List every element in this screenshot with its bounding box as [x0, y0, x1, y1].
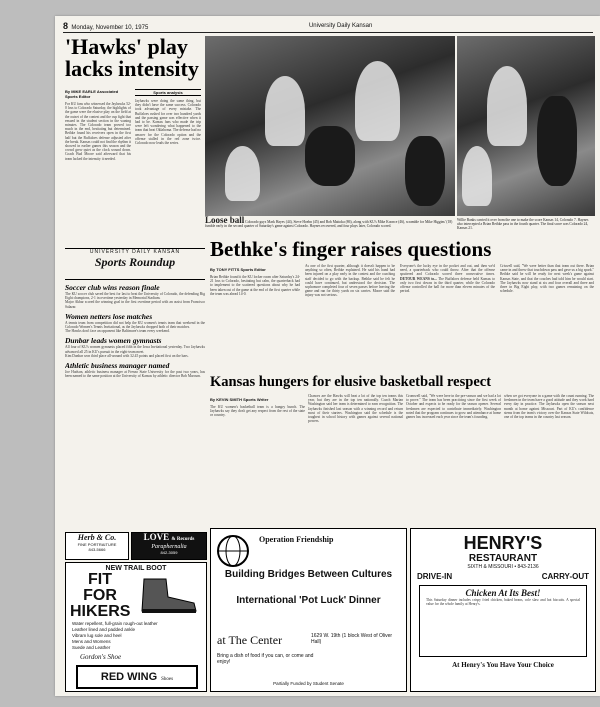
newspaper-page — [55, 16, 600, 696]
herb-ad-phone: 843-5666 — [88, 547, 106, 552]
roundup-banner-small: UNIVERSITY DAILY KANSAN — [89, 249, 181, 255]
flint-ad-address: 1629 W. 19th (1 block West of Oliver Hall) — [311, 633, 393, 645]
henrys-ad-carry-out: CARRY-OUT — [541, 572, 589, 581]
henrys-ad-special: Chicken At Its Best! — [465, 588, 541, 598]
bethke-byline: By TONY FITTS Sports Editor — [210, 267, 266, 272]
bethke-column-2: As one of the first quarter, although it doesn't happen to be anything so often, Bethke explained. He said his hand had been injured on a play early in the contest and the coaching staff decided to go with the backup. Bethke said he felt he could have continued, but understood the decision. The sophomore completed four of seven passes before leaving the game and ran for thirty yards on six carries. Moore said the injury was not serious. — [305, 264, 395, 298]
flint-ad-title: Building Bridges Between Cultures — [224, 569, 393, 580]
brief-body: Joe Hudson, athletic business manager at Fresno State University for the past two years, has been named to the same position at the University of Kansas by athletic director Bob Marcum. — [65, 370, 205, 379]
flint-ad-org: Operation Friendship — [259, 535, 334, 544]
hawks-kicker: Sports analysis — [135, 89, 201, 96]
hikers-ad-title: FIT FOR HIKERS — [70, 571, 131, 620]
flint-ad-event: International 'Pot Luck' Dinner — [236, 595, 381, 606]
red-wing-hikers-ad — [65, 562, 207, 692]
love-ad-line3: Paraphernalia — [151, 544, 187, 550]
henrys-ad-tag: At Henry's You Have Your Choice — [452, 661, 554, 669]
bethke-body: Brian Bethke found it the KU locker room after Saturday's 24-21 loss to Colorado, hesitating but calm, the quarterback had to implement to the scattered questions about why he had been taken out of the game at the end of the first quarter while the team was ahead 14-0. — [210, 275, 300, 296]
globe-icon — [215, 533, 251, 569]
basketball-headline: Kansas hungers for elusive basketball respect — [210, 374, 492, 390]
brief-body: The KU soccer club saved the best for last to beat the University of Colorado, the defending Big Eight champions, 2-1 in overtime yesterday in Memorial Stadium. — [65, 292, 205, 301]
sports-roundup-briefs: Soccer club wins reason finale The KU soccer club saved the best for last to beat the University of Colorado, the defending Big Eight champions, 2-1 in overtime yesterday in Memorial Stadium. Major Akbar scored the winning goal in the first overtime period with an assist from Francisco Salazar. Women netters lose matches A tennis team from competition did not help the KU women's tennis team that weekend in the Colorado Women's Tennis Invitational, as the Jayhawks dropped both of their matches. The Hawks don't face an opponent like Baltimore's team every weekend. Dunbar leads women gymnasts All four of KU's women gymnasts placed fifth in the Iowa Invitational yesterday. Two Jayhawks advanced all 25 in KU's pursuit in the eight-team meet. Kim Dunbar won third place all-around with 32.45 points and placed first on the bars. Athletic business manager named Joe Hudson, athletic business manager at Fresno State University for the past two years, has been named to the same position at the University of Kansas by athletic director Bob Marcum. — [65, 283, 205, 379]
bethke-column-1 — [210, 264, 300, 376]
herb-ad-tag: FINE PORTRAITURE — [77, 542, 117, 547]
side-football-photo — [457, 36, 595, 216]
henrys-ad-address: SIXTH & MISSOURI • 843-2136 — [467, 564, 539, 570]
hawks-column-2: Sports analysis Jayhawks were doing the same thing, but they didn't have the same success. Colorado took advantage of every mistake. The Buffaloes rushed for over two hundred yards and the passing game was effective when it had to be. Kansas fans who made the trip were left wondering what happened to the team that beat Oklahoma. The defense had no answer for the Colorado option and the offense stalled in the red zone twice. Colorado now leads the series. — [135, 90, 201, 146]
header-left: 8 Monday, November 10, 1975 — [63, 21, 149, 31]
love-ad-line2: & Records — [171, 537, 195, 542]
red-wing-logo — [76, 665, 198, 689]
red-wing-tag: Shoes — [161, 677, 174, 682]
love-ad-line1: LOVE — [143, 532, 170, 542]
herb-ad-name: Herb & Co. — [77, 533, 117, 542]
basketball-column-4: when we got everyone in a game with the count running. The freshmen in the team have a good attitude and they work hard every day in practice. The Jayhawks open the season next month at home against Missouri. Part of KU's confidence stems from the team's victory over the Kansas State Wildcats, one of the top teams in the country last season. — [504, 394, 594, 420]
brief-title: Dunbar leads women gymnasts — [65, 336, 162, 346]
main-football-photo — [205, 36, 455, 216]
hawks-column-1 — [65, 86, 131, 246]
flint-ad-note: Bring a dish of food if you can, or come and enjoy! — [217, 653, 314, 665]
basketball-byline: By KEVIN SMITH Sports Writer — [210, 397, 269, 402]
henrys-restaurant-ad: HENRY'S RESTAURANT SIXTH & MISSOURI • 843-2136 DRIVE-IN CARRY-OUT Chicken At Its Best! This Saturday dinner includes crispy fried chicken, baked beans, cole slaw and hot biscuits. A special value for the whole family at Henry's. At Henry's You Have Your Choice — [410, 528, 596, 692]
bethke-column-4: Criswell said, "We were better than that team out there. Brian came in and threw that touchdown pass and gave us a big spark." Bethke said he will be ready for next week's game against Kansas State, and that the coaches had told him he would start. The Jayhawks now stand at six and four overall and three and three in Big Eight play, with two games remaining on the schedule. — [500, 264, 594, 294]
hikers-feature: Leather lined and padded ankle — [72, 627, 136, 632]
header-paper: University Daily Kansan — [308, 23, 373, 29]
hawks-headline: 'Hawks' play lacks intensity — [65, 34, 199, 81]
hikers-ad-top: NEW TRAIL BOOT — [105, 565, 167, 572]
brief-body: All four of KU's women gymnasts placed fifth in the Iowa Invitational yesterday. Two Jayhawks advanced all 25 in KU's pursuit in the eight-team meet. — [65, 345, 205, 354]
hiking-boot-icon — [136, 575, 200, 615]
flint-ad-venue: at The Center — [217, 633, 283, 647]
side-photo-caption: Willie Banks carried it over from the one to make the score Kansas 14, Colorado 7. Haynes also intercepted a Brian Bethke pass in the fourth quarter. The final score was Colorado 24, Kansas 21. — [457, 218, 589, 231]
roundup-banner-title: Sports Roundup — [94, 255, 176, 269]
brief-title: Athletic business manager named — [65, 361, 170, 371]
brief-title: Women netters lose matches — [65, 311, 153, 321]
main-photo-caption: Loose ball Colorado guys Mark Hayes (44), Steve Hoehn (45) and Bob Mattoka (86), along with KU's Mike Koonce (46), scramble for Mike Higgins' (18) fumble early in the second quarter of Saturday's game against Colorado. Haynes recovered, and four plays later, Colorado scored. — [205, 215, 453, 229]
hikers-feature: Mens and Womens — [72, 639, 111, 644]
hikers-ad-store: Gordon's Shoe — [80, 653, 122, 661]
love-ad-phone: 842-3059 — [160, 550, 178, 555]
love-records-ad — [131, 532, 207, 560]
brief-body: A tennis team from competition did not help the KU women's tennis team that weekend in the Colorado Women's Tennis Invitational, as the Jayhawks dropped both of their matches. — [65, 320, 205, 330]
pot-luck-dinner-ad — [210, 528, 407, 692]
basketball-column-3: Cromwell said, "We were here in the pre-season and we had a lot to prove." The team has been practicing since the first week of October and expects to be ready for the season opener. Several freshmen are expected to contribute immediately. Washington noted that the program continues to grow and attendance at home games has increased each year since the team's founding. — [406, 394, 501, 420]
basketball-body: The KU women's basketball team is a hungry bunch. The Jayhawks say they don't get any respect from the rest of the state or country. — [210, 405, 305, 418]
bethke-headline: Bethke's finger raises questions — [210, 237, 492, 261]
basketball-column-1 — [210, 394, 305, 524]
basketball-column-2: Chances are the Hawks will beat a lot of the top ten teams this year, but they are in the top ten nationally. Coach Marian Washington said her team is determined to earn recognition. The Jayhawks finished last season with a winning record and return most of their starters. Washington said the schedule is the toughest in school history with games against several national powers. — [308, 394, 403, 424]
hikers-feature: Suede and Leather — [72, 645, 111, 650]
flint-ad-sponsor: Partially Funded by Student Senate — [273, 681, 344, 686]
bethke-column-3: Everyone's the lucky eye in the pocket and out, and then we'd need, a quarterback who could throw. After that the offense sputtered and Colorado scored three consecutive times. DETOUR WEANS to... The Buffaloes defense held Kansas to only two first downs in the third quarter, while the Colorado offense controlled the ball for more than eleven minutes of the period. — [400, 264, 495, 294]
henrys-ad-drive-in: DRIVE-IN — [417, 572, 453, 581]
hikers-feature: Water repellent, full-grain rough-out leather — [72, 621, 158, 626]
hawks-body: For KU fans who witnessed the Jayhawks 52-0 loss to Colorado Saturday, the highlights of the game were the elusive play on the field at the outset of the contest and the cup fight that ensued in the student section in the waning minutes. The Colorado team proved too much in the end, hesitating but determined. Bethke found his receivers open in the first half but the Buffaloes defense adjusted after the break. Kansas could not find the rhythm it showed in earlier games this season and the crowd grew quiet as the clock wound down. Coach Bud Moore said afterward that his team lacked the intensity it needed. — [65, 102, 131, 161]
hikers-features — [72, 621, 158, 651]
hikers-feature: Vibram lug sole and heel — [72, 633, 122, 638]
henrys-ad-sub: RESTAURANT — [468, 553, 538, 564]
hawks-byline: By MIKE EARLE Associated Sports Editor — [65, 89, 119, 99]
brief-title: Soccer club wins reason finale — [65, 283, 160, 292]
page-header — [63, 20, 593, 33]
sports-roundup-banner — [65, 248, 205, 280]
herb-portraiture-ad — [65, 532, 129, 560]
red-wing-brand: RED WING — [100, 671, 158, 683]
henrys-ad-name: HENRY'S — [463, 533, 543, 553]
